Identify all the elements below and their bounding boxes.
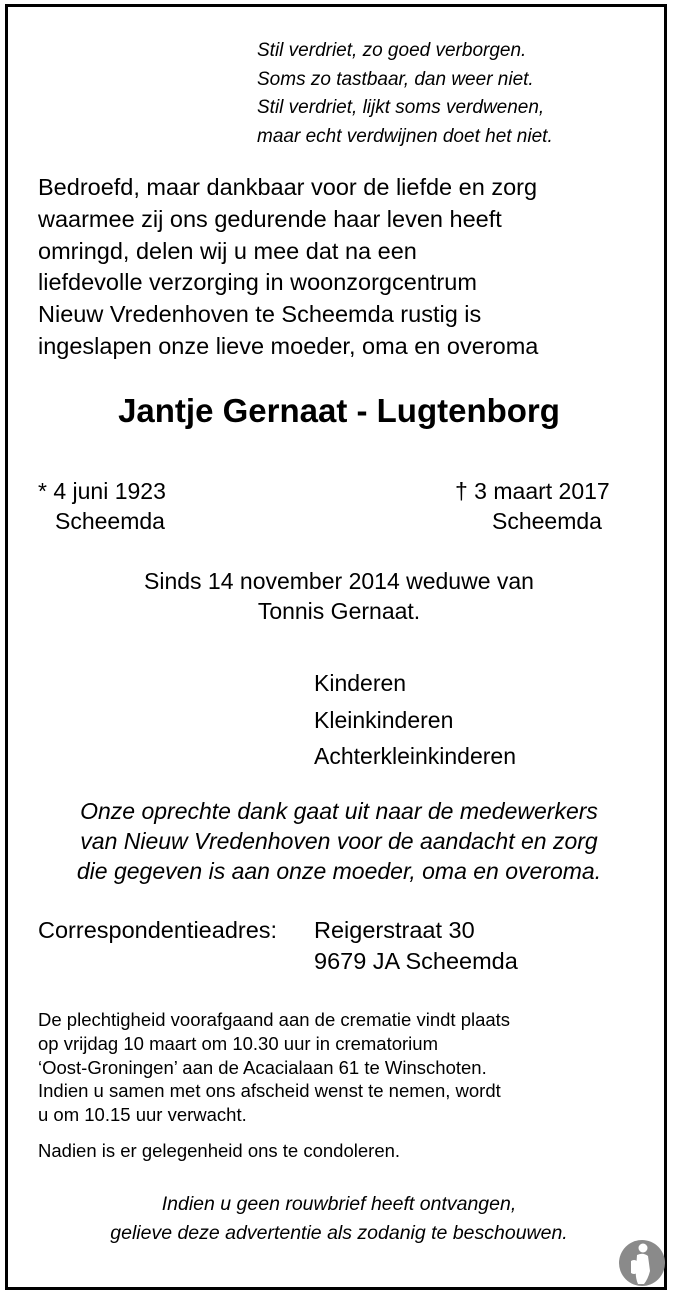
- family-item: Achterkleinkinderen: [314, 743, 517, 769]
- widow-notice: [0, 566, 678, 626]
- intro-line: omringd, delen wij u mee dat na een: [38, 237, 417, 264]
- intro-line: Nieuw Vredenhoven te Scheemda rustig is: [38, 301, 482, 328]
- closing-line: gelieve deze advertentie als zodanig te beschouwen.: [110, 1221, 568, 1244]
- family-item: Kleinkinderen: [314, 706, 454, 733]
- intro-line: ingeslapen onze lieve moeder, oma en overoma: [38, 332, 539, 359]
- widow-line-2: Tonnis Gernaat.: [257, 598, 421, 624]
- intro-text: [38, 172, 538, 363]
- condolence-text: Nadien is er gelegenheid ons te condoleren.: [38, 1140, 401, 1161]
- family-list: [314, 665, 516, 775]
- intro-line: waarmee zij ons gedurende haar leven heeft: [38, 205, 502, 232]
- ceremony-line: De plechtigheid voorafgaand aan de crematie vindt plaats: [38, 1009, 511, 1030]
- ceremony-line: Indien u samen met ons afscheid wenst te nemen, wordt: [38, 1080, 501, 1102]
- poem-line: Stil verdriet, zo goed verborgen.: [257, 40, 527, 61]
- poem-line: Soms zo tastbaar, dan weer niet.: [257, 68, 534, 90]
- death-info: [455, 476, 610, 536]
- closing-line: Indien u geen rouwbrief heeft ontvangen,: [161, 1193, 517, 1215]
- birth-date: * 4 juni 1923: [38, 478, 166, 504]
- family-item: Kinderen: [314, 670, 407, 696]
- thanks-line: die gegeven is aan onze moeder, oma en overoma.: [76, 858, 602, 884]
- poem-line: Stil verdriet, lijkt soms verdwenen,: [257, 97, 545, 118]
- birth-info: [38, 476, 166, 536]
- ceremony-line: op vrijdag 10 maart om 10.30 uur in crematorium: [38, 1032, 438, 1054]
- intro-line: liefdevolle verzorging in woonzorgcentrum: [38, 269, 477, 296]
- ceremony-line: u om 10.15 uur verwacht.: [38, 1104, 247, 1126]
- correspondence-address: [38, 915, 518, 974]
- ceremony-line: ‘Oost-Groningen’ aan de Acacialaan 61 te Winschoten.: [38, 1056, 487, 1078]
- thanks-text: [0, 796, 678, 886]
- correspondence-city: 9679 JA Scheemda: [314, 948, 518, 974]
- death-place: Scheemda: [492, 508, 602, 534]
- correspondence-street: Reigerstraat 30: [314, 917, 475, 943]
- deceased-name: Jantje Gernaat - Lugtenborg: [118, 392, 560, 429]
- closing-note: [0, 1190, 678, 1247]
- intro-line: Bedroefd, maar dankbaar voor de liefde en zorg: [38, 174, 538, 200]
- widow-line-1: Sinds 14 november 2014 weduwe van: [144, 568, 534, 594]
- correspondence-label: Correspondentieadres:: [38, 917, 278, 943]
- thanks-line: van Nieuw Vredenhoven voor de aandacht en zorg: [80, 828, 598, 854]
- thanks-line: Onze oprechte dank gaat uit naar de medewerkers: [80, 798, 598, 824]
- poem: [257, 37, 553, 151]
- ceremony-text: [38, 1008, 510, 1127]
- memorial-figure-icon: [617, 1235, 667, 1287]
- death-date: † 3 maart 2017: [455, 478, 610, 504]
- birth-place: Scheemda: [55, 508, 165, 534]
- poem-line: maar echt verdwijnen doet het niet.: [257, 125, 553, 147]
